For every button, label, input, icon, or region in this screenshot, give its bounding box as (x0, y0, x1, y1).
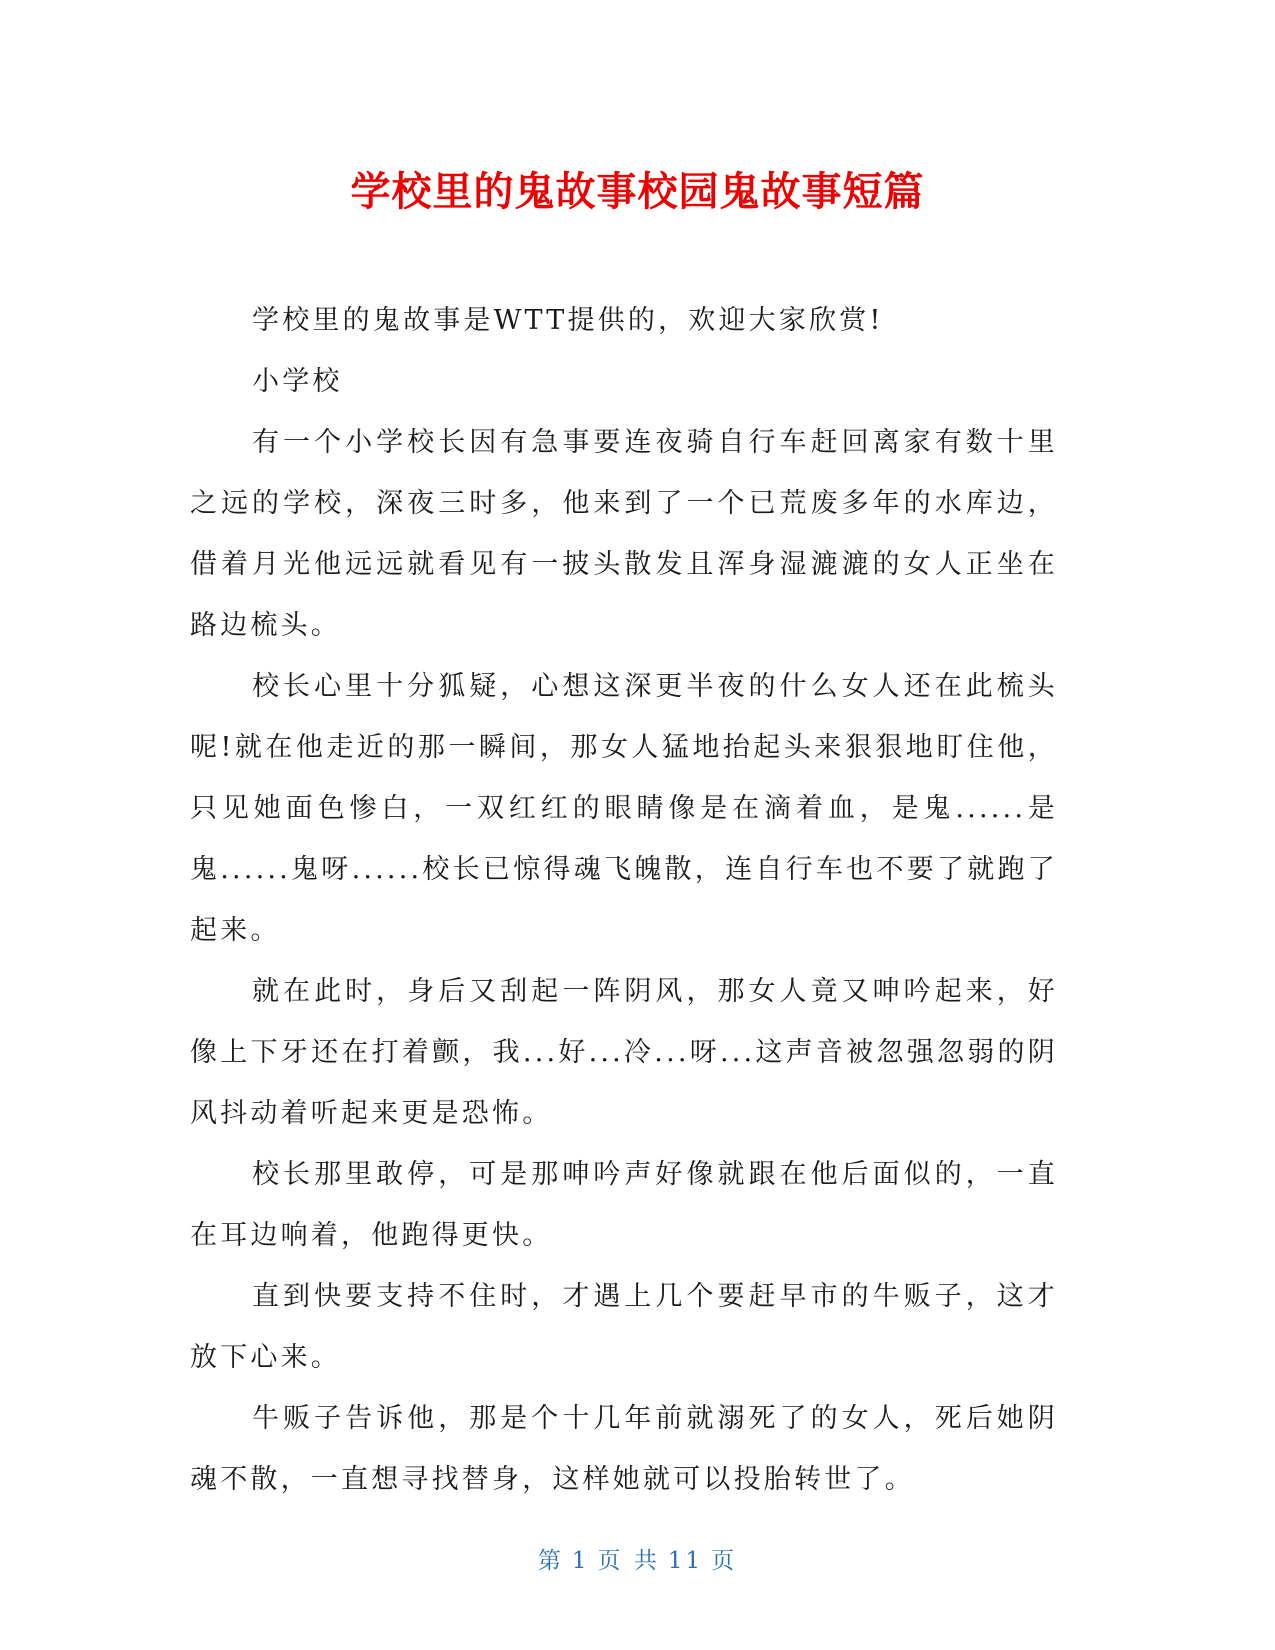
footer-label-page: 第 (537, 1548, 564, 1574)
footer-label-of: 页 共 (597, 1548, 660, 1574)
document-body (190, 290, 1058, 1510)
paragraph: 学校里的鬼故事是WTT提供的，欢迎大家欣赏! (252, 305, 884, 336)
paragraph: 就在此时，身后又刮起一阵阴风，那女人竟又呻吟起来，好像上下牙还在打着颤，我...好...冷...呀...这声音被忽强忽弱的阴风抖动着听起来更是恐怖。 (190, 976, 1058, 1129)
paragraph: 小学校 (252, 366, 343, 397)
footer-current-page: 1 (571, 1548, 590, 1574)
footer-label-end: 页 (711, 1548, 738, 1574)
paragraph: 有一个小学校长因有急事要连夜骑自行车赶回离家有数十里之远的学校，深夜三时多，他来到了一个已荒废多年的水库边，借着月光他远远就看见有一披头散发且浑身湿漉漉的女人正坐在路边梳头。 (190, 427, 1058, 641)
paragraph: 校长那里敢停，可是那呻吟声好像就跟在他后面似的，一直在耳边响着，他跑得更快。 (190, 1159, 1058, 1251)
footer-total-pages: 11 (667, 1548, 704, 1574)
page-footer (0, 1542, 1275, 1575)
paragraph: 牛贩子告诉他，那是个十几年前就溺死了的女人，死后她阴魂不散，一直想寻找替身，这样她就可以投胎转世了。 (190, 1403, 1058, 1495)
document-title: 学校里的鬼故事校园鬼故事短篇 (350, 169, 925, 215)
paragraph: 校长心里十分狐疑，心想这深更半夜的什么女人还在此梳头呢!就在他走近的那一瞬间，那女人猛地抬起头来狠狠地盯住他，只见她面色惨白，一双红红的眼睛像是在滴着血，是鬼......是鬼......鬼呀......校长已惊得魂飞魄散，连自行车也不要了就跑了起来。 (190, 671, 1058, 946)
paragraph: 直到快要支持不住时，才遇上几个要赶早市的牛贩子，这才放下心来。 (190, 1281, 1058, 1373)
